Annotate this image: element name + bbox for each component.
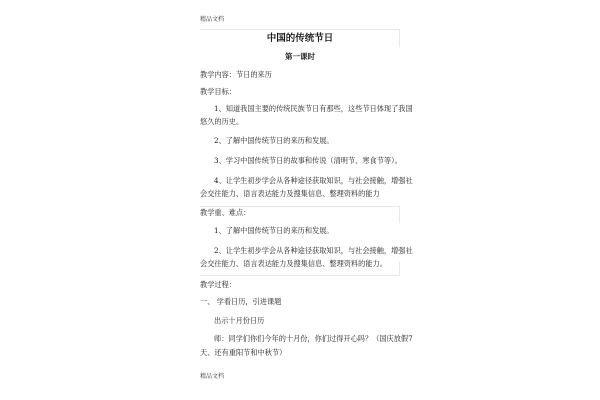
content-line: 教学目标： xyxy=(200,87,236,96)
content-line: 2、让学生初步学会从各种途径获取知识，与社会接触，增强社 xyxy=(214,246,413,255)
frame-line xyxy=(399,262,400,276)
content-line: 出示十月份日历 xyxy=(214,316,265,325)
content-line: 一、 学看日历，引进课题 xyxy=(200,297,282,306)
footer-watermark-text: 精品文档 xyxy=(200,373,225,380)
lesson-subtitle: 第一课时 xyxy=(285,52,315,61)
content-line: 会交往能力、语言表达能力及搜集信息、整理资料的能力。 xyxy=(200,259,387,268)
content-line: 教学过程： xyxy=(200,280,236,289)
content-line: 会交往能力、语言表达能力及搜集信息、整理资料的能力 xyxy=(200,189,380,198)
content-line: 教学内容：节日的来历 xyxy=(200,70,272,79)
content-line: 悠久的历史。 xyxy=(200,117,244,126)
frame-line xyxy=(200,206,400,207)
content-line: 3、学习中国传统节日的故事和传说（清明节、寒食节等）。 xyxy=(214,156,402,165)
content-line: 教学重、难点： xyxy=(200,208,251,217)
content-line: 1、知道我国主要的传统民族节日有那些，这些节日体现了我国 xyxy=(214,104,413,113)
content-line: 师：同学们你们今年的十月份，你们过得开心吗？（国庆放假7 xyxy=(214,334,413,343)
content-line: 1、了解中国传统节日的来历和发展。 xyxy=(214,226,334,235)
document-title: 中国的传统节日 xyxy=(266,33,334,44)
header-watermark-text: 精品文档 xyxy=(200,16,225,23)
content-line: 2、了解中国传统节日的来历和发展。 xyxy=(214,136,334,145)
content-line: 4、让学生初步学会从各种途径获取知识，与社会接触，增强社 xyxy=(214,176,413,185)
frame-line xyxy=(399,207,400,223)
content-line: 天、还有重阳节和中秋节） xyxy=(200,348,287,357)
frame-line xyxy=(399,29,400,47)
frame-line xyxy=(200,275,400,276)
